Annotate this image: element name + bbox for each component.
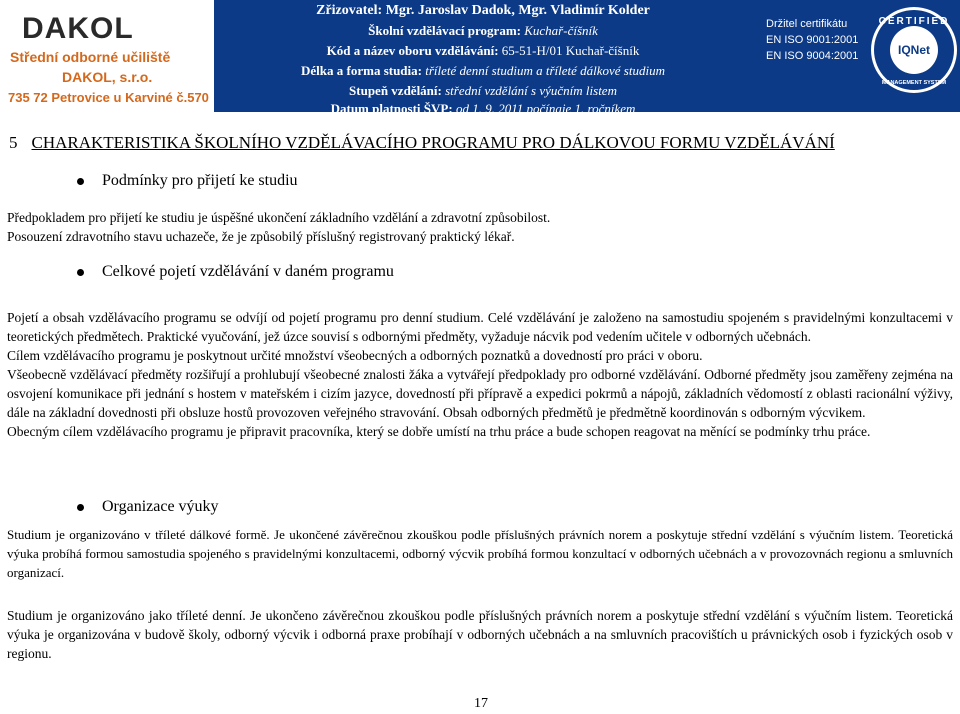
code-line bbox=[218, 43, 748, 59]
svg-text:IQNet: IQNet bbox=[897, 43, 931, 57]
organization-heading bbox=[77, 498, 219, 516]
school-organization: DAKOL, s.r.o. bbox=[62, 69, 153, 85]
concept-paragraph: Pojetí a obsah vzdělávacího programu se odvíjí od pojetí programu pro denní studium. Celé vzdělávání je založeno na samostudiu spojeném s pravidelnými konzultacemi v teoretických předmětech. Praktické vyučování, jež úzce souvisí s odbornými předměty, vyžaduje nácvik pod vedením učitele v odborných učebnách. bbox=[7, 310, 953, 344]
school-address: 735 72 Petrovice u Karviné č.570 bbox=[8, 90, 209, 105]
page-number: 17 bbox=[474, 696, 488, 711]
bullet-icon bbox=[77, 269, 84, 276]
concept-text bbox=[7, 308, 953, 441]
founders-line: Zřizovatel: Mgr. Jaroslav Dadok, Mgr. Vladimír Kolder bbox=[316, 3, 650, 18]
education-level-value: střední vzdělání s výučním listem bbox=[445, 83, 617, 98]
validity-value: od 1. 9. 2011 počínaje 1. ročníkem bbox=[455, 101, 636, 116]
organization-paragraph: Studium je organizováno jako tříleté denní. Je ukončeno závěrečnou zkouškou podle příslušných právních norem a poskytuje střední vzdělání s výučním listem. Teoretická výuka je organizována v budově školy, odborný výcvik i odborná praxe probíhají v odborných učebnách a na smluvních pracovištích u právnických osob i fyzických osob v regionu. bbox=[7, 608, 953, 661]
admission-line: Předpokladem pro přijetí ke studiu je úspěšné ukončení základního vzdělání a zdravotní způsobilost. bbox=[7, 210, 551, 225]
program-label: Školní vzdělávací program: bbox=[368, 23, 521, 38]
validity-line bbox=[218, 101, 748, 117]
svg-text:MANAGEMENT SYSTEM: MANAGEMENT SYSTEM bbox=[881, 80, 947, 86]
education-level-label: Stupeň vzdělání: bbox=[349, 83, 442, 98]
code-label: Kód a název oboru vzdělávání: bbox=[326, 43, 499, 58]
concept-paragraph: Obecným cílem vzdělávacího programu je připravit pracovníka, který se dobře umístí na trhu práce a bude schopen reagovat na měnící se podmínky trhu práce. bbox=[7, 424, 871, 439]
study-mode-line bbox=[218, 63, 748, 79]
cert-iso-9004: EN ISO 9004:2001 bbox=[766, 50, 859, 62]
concept-paragraph: Všeobecně vzdělávací předměty rozšiřují a prohlubují všeobecné znalosti žáka a vytvářejí předpoklady pro odborné vzdělávání. Odborné předměty jsou zaměřeny zejména na osvojení komunikace při jednání s hostem v mateřském i cizím jazyce, dovedností při přípravě a expedici pokrmů a nápojů, základních vědomostí z oblasti racionální výživy, dále na základní dovednosti při obsluze hostů provozoven veřejného stravování. Obsah odborných předmětů je předmětně koordinován s odborným výcvikem. bbox=[7, 367, 953, 420]
program-value: Kuchař-číšník bbox=[524, 23, 598, 38]
school-logo-block bbox=[0, 0, 214, 112]
organization-daily-text bbox=[7, 606, 953, 663]
organization-paragraph: Studium je organizováno v tříleté dálkové formě. Je ukončené závěrečnou zkouškou podle příslušných právních norem a poskytuje střední vzdělání s výučním listem. Teoretická výuka probíhá formou samostudia spojeného s pravidelnými konzultacemi, odborný výcvik probíhá formou konzultací v odborných učebnách a v provozovnách regionu a smluvních organizací. bbox=[7, 527, 953, 580]
iqnet-seal-icon bbox=[868, 4, 960, 96]
study-mode-value: tříleté denní studium a tříleté dálkové studium bbox=[425, 63, 665, 78]
admission-line: Posouzení zdravotního stavu uchazeče, že je způsobilý příslušný registrovaný praktický lékař. bbox=[7, 229, 515, 244]
bullet-icon bbox=[77, 504, 84, 511]
concept-heading-text: Celkové pojetí vzdělávání v daném programu bbox=[102, 263, 394, 280]
dakol-logo bbox=[22, 12, 162, 42]
organization-heading-text: Organizace výuky bbox=[102, 498, 219, 515]
admission-text bbox=[7, 208, 953, 246]
bullet-icon bbox=[77, 178, 84, 185]
program-line bbox=[218, 23, 748, 39]
school-name: Střední odborné učiliště bbox=[10, 49, 171, 65]
study-mode-label: Délka a forma studia: bbox=[301, 63, 422, 78]
svg-text:DAKOL: DAKOL bbox=[22, 12, 134, 42]
admission-heading bbox=[77, 172, 298, 190]
section-number: 5 bbox=[9, 133, 18, 152]
validity-label: Datum platnosti ŠVP: bbox=[330, 101, 453, 116]
education-level-line bbox=[218, 83, 748, 99]
code-value: 65-51-H/01 Kuchař-číšník bbox=[501, 43, 640, 58]
cert-iso-9001: EN ISO 9001:2001 bbox=[766, 34, 859, 46]
page-header bbox=[0, 0, 960, 116]
concept-heading bbox=[77, 263, 394, 281]
svg-text:CERTIFIED: CERTIFIED bbox=[878, 16, 950, 27]
section-title: CHARAKTERISTIKA ŠKOLNÍHO VZDĚLÁVACÍHO PROGRAMU PRO DÁLKOVOU FORMU VZDĚLÁVÁNÍ bbox=[31, 133, 835, 152]
organization-distance-text bbox=[7, 525, 953, 582]
concept-paragraph: Cílem vzdělávacího programu je poskytnout určité množství všeobecných a odborných poznatků a dovedností pro práci v oboru. bbox=[7, 348, 703, 363]
admission-heading-text: Podmínky pro přijetí ke studiu bbox=[102, 172, 298, 189]
section-heading bbox=[9, 133, 835, 153]
cert-holder: Držitel certifikátu bbox=[766, 18, 848, 30]
certification-info bbox=[766, 16, 858, 64]
